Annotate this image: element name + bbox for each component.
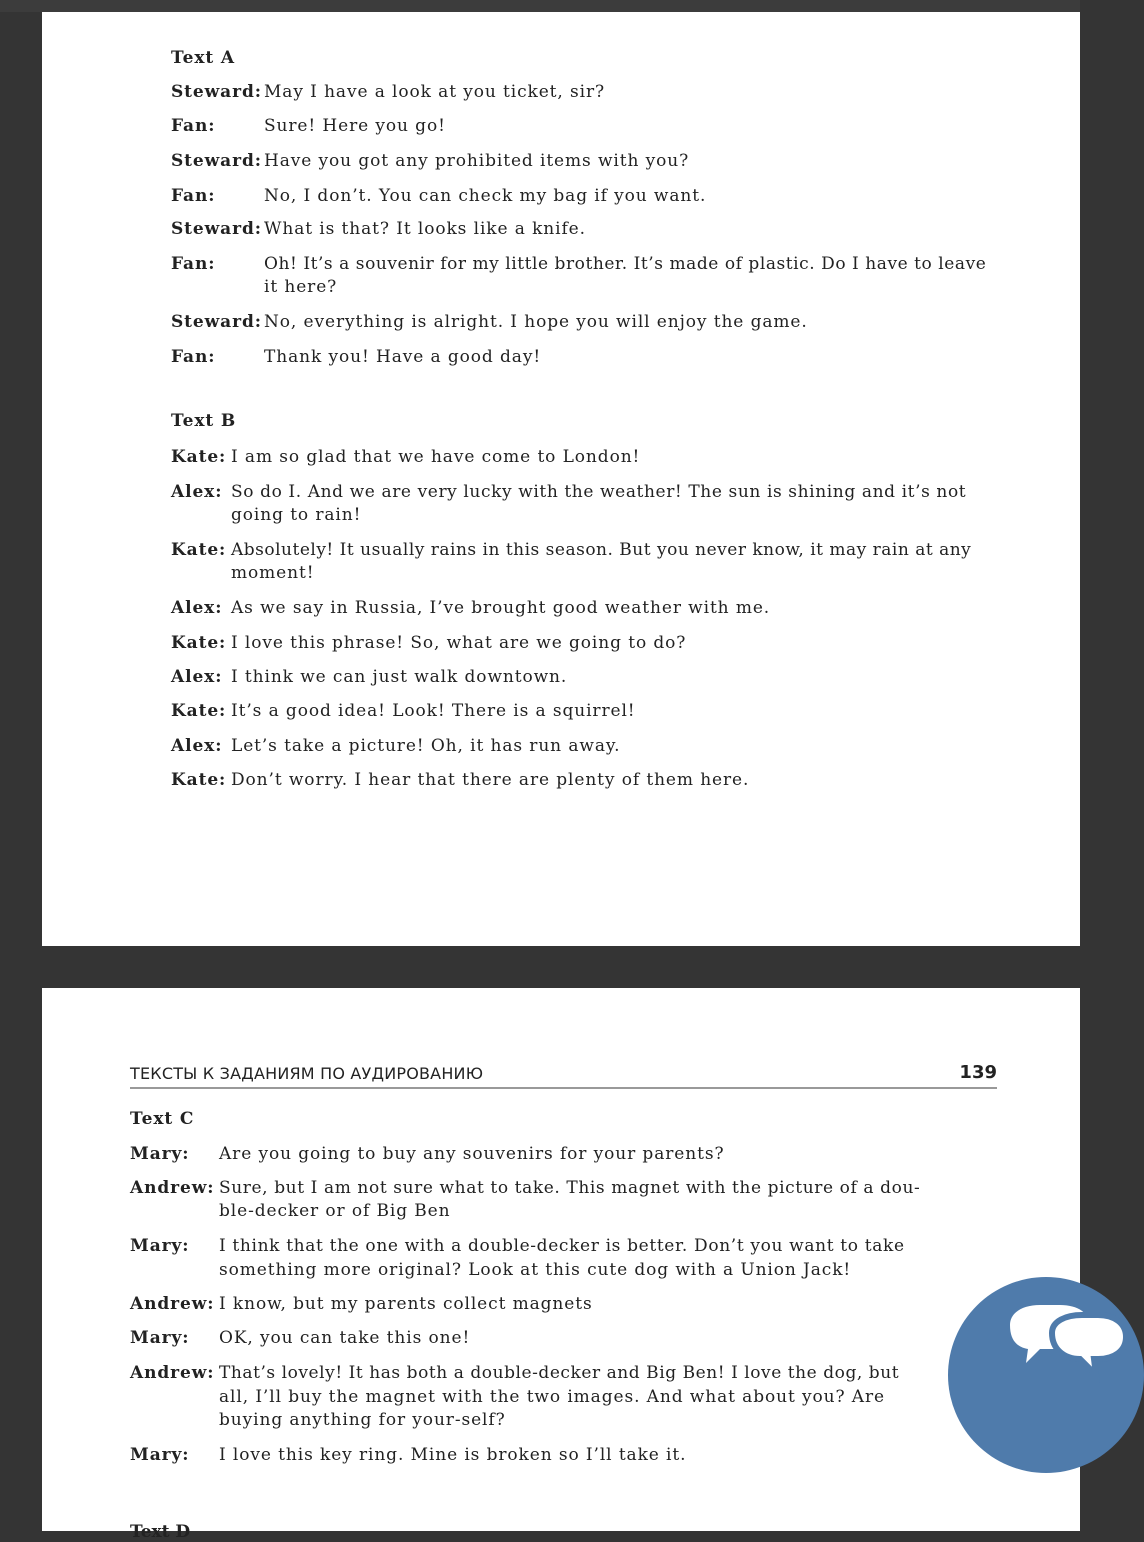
dialogue-line [171, 219, 262, 239]
dialogue-line [171, 540, 226, 560]
dialogue-text: No, everything is alright. I hope you will enjoy the game. [264, 312, 808, 332]
dialogue-line [171, 347, 215, 367]
dialogue-text: Don’t worry. I hear that there are plenty of them here. [231, 770, 750, 790]
speaker-label: Steward: [171, 312, 262, 332]
dialogue-line [171, 598, 222, 618]
text-c-title: Text C [130, 1109, 195, 1129]
dialogue-text: So do I. And we are very lucky with the weather! The sun is shining and it’s not [231, 482, 967, 502]
dialogue-text: No, I don’t. You can check my bag if you want. [264, 186, 707, 206]
speaker-label: Alex: [171, 736, 223, 756]
dialogue-line [171, 186, 215, 206]
speaker-label: Kate: [171, 447, 227, 467]
dialogue-line [171, 701, 226, 721]
dialogue-text: Thank you! Have a good day! [264, 347, 542, 367]
header-divider [130, 1087, 997, 1089]
speaker-label: Alex: [171, 598, 223, 618]
dialogue-text-continued: buying anything for your-self? [219, 1410, 506, 1430]
dialogue-text: What is that? It looks like a knife. [264, 219, 586, 239]
dialogue-text-continued: something more original? Look at this cute dog with a Union Jack! [219, 1260, 852, 1280]
running-header-title: ТЕКСТЫ К ЗАДАНИЯМ ПО АУДИРОВАНИЮ [130, 1064, 484, 1083]
dialogue-text-continued: all, I’ll buy the magnet with the two images. And what about you? Are [219, 1387, 885, 1407]
dialogue-line [130, 1236, 189, 1256]
dialogue-line [171, 116, 215, 136]
speaker-label: Kate: [171, 701, 227, 721]
dialogue-line [171, 82, 262, 102]
dialogue-line [171, 482, 222, 502]
dialogue-text: Are you going to buy any souvenirs for your parents? [219, 1144, 725, 1164]
speaker-label: Andrew: [130, 1178, 215, 1198]
speaker-label: Steward: [171, 151, 262, 171]
dialogue-line [171, 254, 215, 274]
viewer-top-bar [0, 0, 1080, 12]
dialogue-line [130, 1144, 189, 1164]
dialogue-text: I think that the one with a double-decker is better. Don’t you want to take [219, 1236, 905, 1256]
speaker-label: Kate: [171, 540, 227, 560]
text-a-title: Text A [171, 48, 236, 68]
dialogue-text: Oh! It’s a souvenir for my little brother. It’s made of plastic. Do I have to leave [264, 254, 987, 274]
dialogue-text: May I have a look at you ticket, sir? [264, 82, 606, 102]
speaker-label: Mary: [130, 1328, 190, 1348]
dialogue-line [130, 1178, 214, 1198]
speaker-label: Mary: [130, 1445, 190, 1465]
dialogue-text: As we say in Russia, I’ve brought good weather with me. [231, 598, 771, 618]
dialogue-text: OK, you can take this one! [219, 1328, 471, 1348]
dialogue-text-continued: ble-decker or of Big Ben [219, 1201, 451, 1221]
dialogue-text-continued: moment! [231, 563, 315, 583]
dialogue-line [171, 736, 222, 756]
speaker-label: Kate: [171, 770, 227, 790]
dialogue-line [171, 151, 262, 171]
dialogue-line [171, 633, 226, 653]
dialogue-line [130, 1363, 214, 1383]
speaker-label: Kate: [171, 633, 227, 653]
dialogue-line [130, 1294, 214, 1314]
dialogue-text-continued: going to rain! [231, 505, 362, 525]
speaker-label: Mary: [130, 1236, 190, 1256]
speaker-label: Alex: [171, 667, 223, 687]
document-page-1 [42, 12, 1080, 946]
dialogue-text: I love this phrase! So, what are we going to do? [231, 633, 687, 653]
dialogue-text-continued: it here? [264, 277, 338, 297]
speaker-label: Steward: [171, 219, 262, 239]
dialogue-line [171, 447, 226, 467]
speaker-label: Andrew: [130, 1363, 215, 1383]
dialogue-text: I am so glad that we have come to London! [231, 447, 641, 467]
dialogue-text: I love this key ring. Mine is broken so I’ll take it. [219, 1445, 687, 1465]
speaker-label: Mary: [130, 1144, 190, 1164]
document-page-2 [42, 988, 1080, 1542]
dialogue-text: Have you got any prohibited items with you? [264, 151, 690, 171]
dialogue-line [171, 770, 226, 790]
dialogue-text: I think we can just walk downtown. [231, 667, 568, 687]
text-b-title: Text B [171, 411, 237, 431]
chat-bubbles-icon [948, 1277, 1144, 1473]
dialogue-line [130, 1445, 189, 1465]
chat-button[interactable] [948, 1277, 1144, 1473]
dialogue-line [171, 312, 262, 332]
dialogue-text: Let’s take a picture! Oh, it has run away. [231, 736, 621, 756]
speaker-label: Fan: [171, 186, 216, 206]
speaker-label: Andrew: [130, 1294, 215, 1314]
speaker-label: Fan: [171, 116, 216, 136]
dialogue-text: I know, but my parents collect magnets [219, 1294, 593, 1314]
speaker-label: Fan: [171, 254, 216, 274]
speaker-label: Alex: [171, 482, 223, 502]
dialogue-text: It’s a good idea! Look! There is a squirrel! [231, 701, 636, 721]
dialogue-line [171, 667, 222, 687]
text-d-title-partial: Text D [130, 1522, 191, 1542]
speaker-label: Fan: [171, 347, 216, 367]
dialogue-text: Sure! Here you go! [264, 116, 446, 136]
speaker-label: Steward: [171, 82, 262, 102]
dialogue-text: Absolutely! It usually rains in this season. But you never know, it may rain at any [231, 540, 972, 560]
dialogue-line [130, 1328, 189, 1348]
page-number: 139 [959, 1062, 997, 1083]
dialogue-text: Sure, but I am not sure what to take. This magnet with the picture of a dou- [219, 1178, 921, 1198]
dialogue-text: That’s lovely! It has both a double-decker and Big Ben! I love the dog, but [219, 1363, 900, 1383]
